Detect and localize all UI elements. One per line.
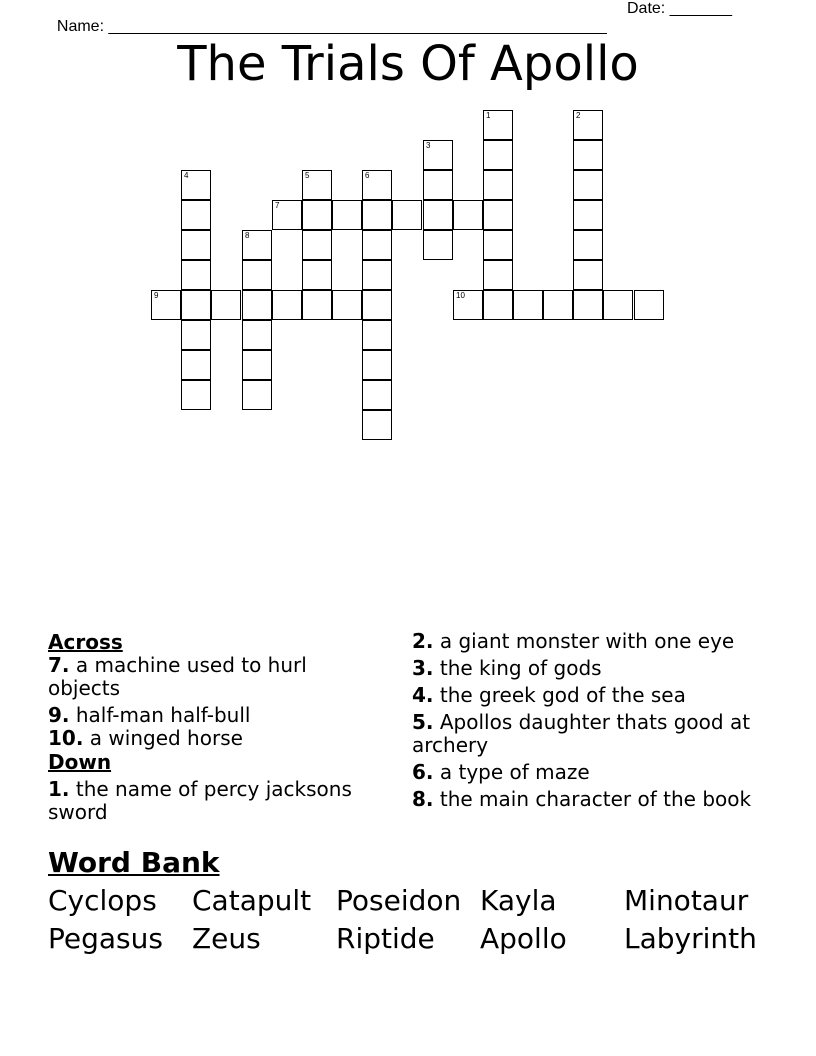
crossword-cell[interactable] [362, 410, 392, 440]
crossword-cell[interactable] [423, 170, 453, 200]
puzzle-title: The Trials Of Apollo [177, 36, 639, 92]
crossword-cell[interactable] [362, 170, 392, 200]
clue-down-5 [412, 711, 762, 757]
word-bank-item: Cyclops [48, 884, 157, 917]
clue-number: 4 [184, 171, 189, 180]
crossword-cell[interactable] [483, 230, 513, 260]
crossword-cell[interactable] [332, 290, 362, 320]
clue-text: the name of percy jacksons sword [48, 777, 352, 824]
clue-down-1 [48, 778, 368, 824]
crossword-cell[interactable] [362, 260, 392, 290]
crossword-cell[interactable] [181, 230, 211, 260]
clue-number: 2 [576, 111, 581, 120]
crossword-cell[interactable] [181, 320, 211, 350]
crossword-cell[interactable] [362, 200, 392, 230]
crossword-cell[interactable] [242, 260, 272, 290]
clue-num: 8. [412, 787, 434, 811]
clue-text: half-man half-bull [75, 703, 251, 727]
crossword-cell[interactable] [573, 110, 603, 140]
crossword-cell[interactable] [513, 290, 543, 320]
clue-text: Apollos daughter thats good at archery [412, 710, 751, 757]
across-heading: Across [48, 630, 123, 654]
crossword-cell[interactable] [362, 230, 392, 260]
crossword-cell[interactable] [272, 200, 302, 230]
crossword-cell[interactable] [573, 260, 603, 290]
crossword-cell[interactable] [362, 380, 392, 410]
crossword-cell[interactable] [242, 350, 272, 380]
clue-down-3 [412, 657, 762, 680]
crossword-cell[interactable] [573, 230, 603, 260]
clue-text: the main character of the book [439, 787, 752, 811]
word-bank-item: Minotaur [624, 884, 749, 917]
clue-number: 7 [275, 201, 280, 210]
crossword-cell[interactable] [573, 170, 603, 200]
name-field-label: Name: ________________________________________________________ [56, 18, 607, 35]
clue-down-4 [412, 684, 762, 707]
crossword-cell[interactable] [362, 290, 392, 320]
crossword-cell[interactable] [272, 290, 302, 320]
crossword-grid [0, 0, 816, 460]
clue-number: 8 [245, 231, 250, 240]
crossword-cell[interactable] [151, 290, 181, 320]
crossword-cell[interactable] [634, 290, 664, 320]
word-bank-item: Labyrinth [624, 922, 757, 955]
clues-right-column [412, 630, 762, 815]
clue-num: 9. [48, 703, 70, 727]
clue-number: 1 [486, 111, 491, 120]
word-bank-title: Word Bank [48, 846, 220, 879]
crossword-cell[interactable] [392, 200, 422, 230]
word-bank-item: Pegasus [48, 922, 163, 955]
word-bank-item: Riptide [336, 922, 435, 955]
down-heading: Down [48, 750, 112, 774]
clue-text: a winged horse [89, 726, 243, 750]
clue-num: 10. [48, 726, 84, 750]
crossword-cell[interactable] [483, 140, 513, 170]
crossword-cell[interactable] [181, 290, 211, 320]
word-bank-item: Apollo [480, 922, 567, 955]
clue-number: 10 [456, 291, 465, 300]
crossword-cell[interactable] [181, 380, 211, 410]
clue-text: a giant monster with one eye [439, 629, 735, 653]
clue-across-10 [48, 727, 368, 750]
crossword-cell[interactable] [603, 290, 633, 320]
crossword-cell[interactable] [423, 140, 453, 170]
clue-text: the king of gods [439, 656, 602, 680]
crossword-cell[interactable] [483, 260, 513, 290]
crossword-cell[interactable] [181, 350, 211, 380]
clue-text: a type of maze [439, 760, 590, 784]
crossword-cell[interactable] [453, 290, 483, 320]
crossword-cell[interactable] [453, 200, 483, 230]
crossword-cell[interactable] [543, 290, 573, 320]
crossword-cell[interactable] [181, 170, 211, 200]
word-bank-item: Catapult [192, 884, 312, 917]
clue-down-2 [412, 630, 762, 653]
clue-num: 7. [48, 653, 70, 677]
clue-num: 2. [412, 629, 434, 653]
crossword-cell[interactable] [483, 110, 513, 140]
crossword-cell[interactable] [302, 170, 332, 200]
crossword-cell[interactable] [573, 290, 603, 320]
clue-down-8 [412, 788, 762, 811]
clue-text: a machine used to hurl objects [48, 653, 307, 700]
crossword-cell[interactable] [302, 290, 332, 320]
clue-num: 3. [412, 656, 434, 680]
crossword-cell[interactable] [242, 320, 272, 350]
crossword-cell[interactable] [362, 350, 392, 380]
crossword-cell[interactable] [573, 140, 603, 170]
crossword-cell[interactable] [483, 290, 513, 320]
crossword-cell[interactable] [302, 260, 332, 290]
clues-left-column [48, 630, 368, 828]
clue-num: 5. [412, 710, 434, 734]
crossword-cell[interactable] [332, 200, 362, 230]
clue-across-9 [48, 704, 368, 727]
crossword-cell[interactable] [423, 200, 453, 230]
crossword-cell[interactable] [181, 260, 211, 290]
crossword-cell[interactable] [483, 200, 513, 230]
word-bank-item: Poseidon [336, 884, 462, 917]
clue-number: 5 [305, 171, 310, 180]
crossword-cell[interactable] [362, 320, 392, 350]
clue-down-6 [412, 761, 762, 784]
clue-number: 9 [154, 291, 159, 300]
crossword-cell[interactable] [242, 380, 272, 410]
clue-num: 4. [412, 683, 434, 707]
clue-num: 6. [412, 760, 434, 784]
crossword-cell[interactable] [242, 290, 272, 320]
word-bank-item: Kayla [480, 884, 557, 917]
crossword-cell[interactable] [573, 200, 603, 230]
clue-number: 6 [365, 171, 370, 180]
crossword-cell[interactable] [483, 170, 513, 200]
crossword-cell[interactable] [302, 200, 332, 230]
crossword-cell[interactable] [302, 230, 332, 260]
clue-across-7 [48, 654, 368, 700]
date-field-label: Date: _______ [627, 0, 732, 17]
clue-text: the greek god of the sea [439, 683, 686, 707]
clue-number: 3 [426, 141, 431, 150]
word-bank [48, 882, 768, 958]
crossword-cell[interactable] [181, 200, 211, 230]
crossword-cell[interactable] [423, 230, 453, 260]
word-bank-item: Zeus [192, 922, 261, 955]
crossword-cell[interactable] [242, 230, 272, 260]
crossword-cell[interactable] [211, 290, 241, 320]
clue-num: 1. [48, 777, 70, 801]
